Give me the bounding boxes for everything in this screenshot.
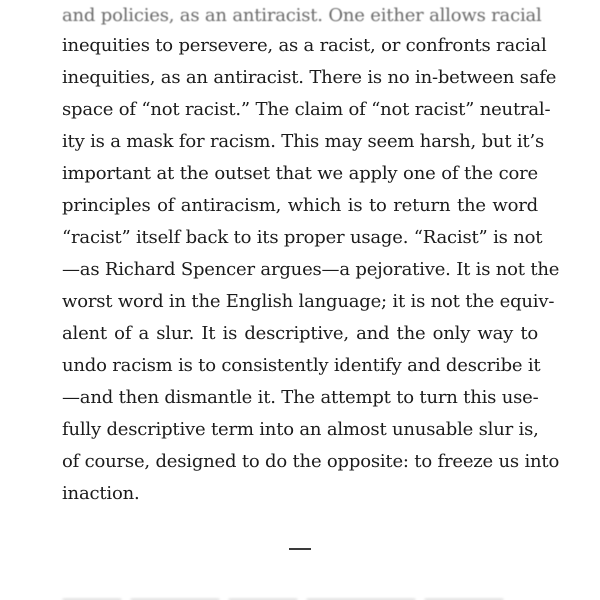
text-line-3: inequities, as an antiracist. There is no in-between safe bbox=[62, 67, 557, 88]
text-line-16: inaction. bbox=[62, 483, 140, 504]
text-line-7: principles of antiracism, which is to return the word bbox=[62, 195, 538, 216]
text-line-13: —and then dismantle it. The attempt to turn this use- bbox=[62, 387, 539, 408]
section-break-dash bbox=[289, 548, 311, 550]
text-line-11: alent of a slur. It is descriptive, and the only way to bbox=[62, 323, 538, 344]
text-line-2: inequities to persevere, as a racist, or confronts racial bbox=[62, 35, 547, 56]
next-page-blurred-line bbox=[62, 592, 538, 600]
text-line-5: ity is a mask for racism. This may seem harsh, but it’s bbox=[62, 131, 545, 152]
text-line-8: “racist” itself back to its proper usage. “Racist” is not bbox=[62, 227, 543, 248]
text-line-1: and policies, as an antiracist. One either allows racial bbox=[62, 5, 542, 26]
text-line-4: space of “not racist.” The claim of “not racist” neutral- bbox=[62, 99, 551, 120]
text-line-10: worst word in the English language; it is not the equiv- bbox=[62, 291, 555, 312]
text-line-12: undo racism is to consistently identify and describe it bbox=[62, 355, 541, 376]
text-line-14: fully descriptive term into an almost unusable slur is, bbox=[62, 419, 539, 440]
text-line-6: important at the outset that we apply one of the core bbox=[62, 163, 538, 184]
text-line-15: of course, designed to do the opposite: to freeze us into bbox=[62, 451, 560, 472]
text-line-9: —as Richard Spencer argues—a pejorative. It is not the bbox=[62, 259, 560, 280]
